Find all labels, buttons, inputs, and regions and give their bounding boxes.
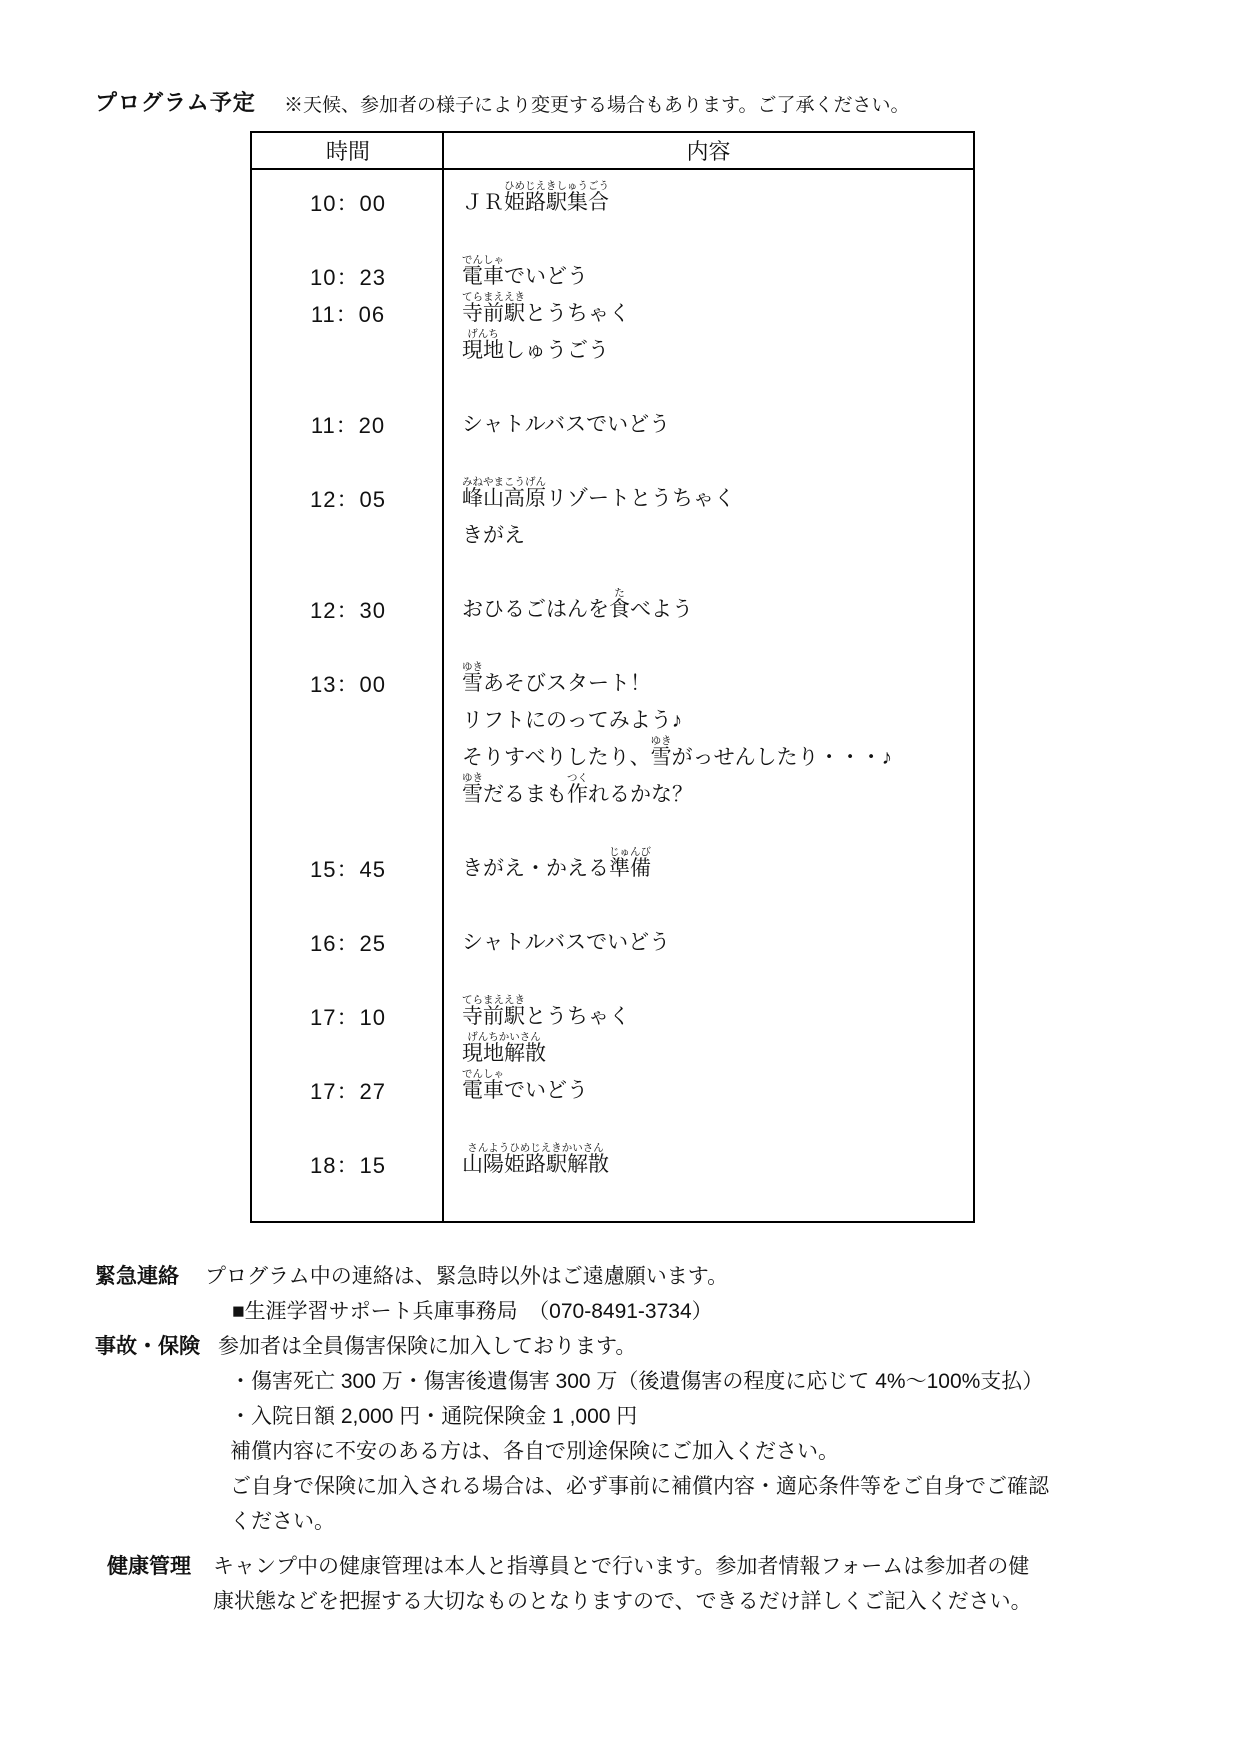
schedule-line — [252, 845, 973, 887]
footer-gap — [0, 1539, 1241, 1549]
time-cell — [252, 1109, 444, 1146]
furigana: ひめじえきしゅうごう — [504, 179, 609, 192]
content-text: ゆき 雪 — [650, 734, 672, 769]
furigana: つく — [567, 771, 588, 784]
schedule-line — [252, 1030, 973, 1072]
content-text: でいどう — [504, 1078, 588, 1102]
page-note: ※天候、参加者の様子により変更する場合もあります。ご了承ください。 — [284, 95, 910, 116]
content-text: そりすべりしたり、 — [462, 745, 651, 769]
content-text: ＪＲ — [462, 190, 504, 214]
content-cell — [444, 327, 973, 369]
time-cell — [252, 628, 444, 665]
footer-line — [0, 1329, 1241, 1364]
content-text: とうちゃく — [525, 1004, 630, 1028]
content-text: とうちゃく — [525, 301, 630, 325]
time-cell: 11：06 — [310, 302, 386, 327]
time-cell — [252, 332, 444, 369]
furigana: てらまええき — [462, 290, 525, 303]
content-cell — [444, 993, 973, 1035]
schedule-blank-line — [252, 1109, 973, 1146]
schedule-line — [252, 290, 973, 332]
content-text: ゆき 雪 — [462, 771, 483, 806]
furigana: でんしゃ — [462, 253, 504, 266]
schedule-line — [252, 660, 973, 702]
schedule-table — [250, 131, 975, 1223]
content-cell — [444, 924, 973, 961]
schedule-blank-line — [252, 554, 973, 591]
content-text: ひめじえきしゅうごう 姫路駅集合 — [504, 179, 609, 214]
section-label: 緊急連絡 — [95, 1264, 179, 1288]
furigana: た — [614, 586, 625, 599]
schedule-blank-line — [252, 443, 973, 480]
time-cell — [252, 813, 444, 850]
footer-line — [0, 1469, 1241, 1504]
footer-text: ■生涯学習サポート兵庫事務局 （070-8491-3734） — [232, 1299, 713, 1323]
schedule-blank-line — [252, 221, 973, 258]
time-cell — [252, 887, 444, 924]
schedule-body — [252, 170, 973, 1183]
schedule-line — [252, 1141, 973, 1183]
content-cell — [444, 221, 973, 258]
footer-line — [0, 1259, 1241, 1294]
content-text: きがえ・かえる — [462, 856, 609, 880]
time-cell: 13：00 — [310, 672, 386, 697]
footer-notes — [0, 1259, 1241, 1619]
content-text: あそびスタート！ — [483, 671, 651, 695]
content-text: てらまええき 寺前駅 — [462, 290, 525, 325]
content-cell — [444, 845, 973, 887]
content-cell — [444, 406, 973, 443]
content-text: でんしゃ 電車 — [462, 1067, 504, 1102]
time-cell — [252, 517, 444, 554]
time-cell: 18：15 — [310, 1153, 386, 1178]
content-cell — [444, 961, 973, 998]
time-cell — [252, 554, 444, 591]
furigana: さんようひめじえきかいさん — [467, 1141, 604, 1154]
time-cell — [252, 702, 444, 739]
footer-text: 補償内容に不安のある方は、各自で別途保険にご加入ください。 — [230, 1439, 839, 1463]
content-cell — [444, 1141, 973, 1183]
furigana: ゆき — [462, 660, 483, 673]
time-cell — [252, 1035, 444, 1072]
content-cell — [444, 517, 973, 554]
content-cell — [444, 253, 973, 295]
content-cell — [444, 1109, 973, 1146]
page-title: プログラム予定 — [95, 90, 256, 115]
content-text: つく 作 — [567, 771, 588, 806]
footer-line — [0, 1434, 1241, 1469]
schedule-blank-line — [252, 961, 973, 998]
schedule-line — [252, 327, 973, 369]
column-divider — [442, 133, 444, 1221]
footer-line — [0, 1294, 1241, 1329]
footer-text: 康状態などを把握する大切なものとなりますので、できるだけ詳しくご記入ください。 — [213, 1589, 1032, 1613]
content-cell — [444, 290, 973, 332]
content-cell — [444, 887, 973, 924]
content-text: リゾートとうちゃく — [546, 486, 735, 510]
furigana: ゆき — [462, 771, 483, 784]
schedule-blank-line — [252, 813, 973, 850]
time-cell: 10：00 — [310, 191, 386, 216]
content-cell — [444, 586, 973, 628]
content-cell — [444, 1030, 973, 1072]
schedule-line — [252, 993, 973, 1035]
schedule-blank-line — [252, 887, 973, 924]
footer-line — [0, 1364, 1241, 1399]
time-cell: 17：10 — [310, 1005, 386, 1030]
content-cell — [444, 628, 973, 665]
schedule-line — [252, 734, 973, 776]
footer-line — [0, 1549, 1241, 1584]
furigana: ゆき — [650, 734, 672, 747]
content-text: てらまええき 寺前駅 — [462, 993, 525, 1028]
time-cell — [252, 776, 444, 813]
content-text: さんようひめじえきかいさん 山陽姫路駅解散 — [462, 1141, 609, 1176]
time-cell: 15：45 — [310, 857, 386, 882]
content-text: でいどう — [504, 264, 588, 288]
time-cell: 12：05 — [310, 487, 386, 512]
content-text: げんち 現地 — [462, 327, 504, 362]
content-text: ゆき 雪 — [462, 660, 483, 695]
content-text: れるかな？ — [588, 782, 693, 806]
furigana: みねやまこうげん — [462, 475, 546, 488]
footer-text: ご自身で保険に加入される場合は、必ず事前に補償内容・適応条件等をご自身でご確認 — [230, 1474, 1049, 1498]
footer-line — [0, 1399, 1241, 1434]
time-cell: 12：30 — [310, 598, 386, 623]
time-cell: 16：25 — [310, 931, 386, 956]
schedule-blank-line — [252, 628, 973, 665]
content-cell — [444, 179, 973, 221]
footer-line — [0, 1584, 1241, 1619]
section-label: 事故・保険 — [95, 1334, 200, 1358]
schedule-header-row — [252, 133, 973, 170]
schedule-line — [252, 517, 973, 554]
time-cell — [252, 443, 444, 480]
footer-text: 参加者は全員傷害保険に加入しております。 — [218, 1334, 637, 1358]
content-cell — [444, 734, 973, 776]
content-text: でんしゃ 電車 — [462, 253, 504, 288]
schedule-line — [252, 702, 973, 739]
content-cell — [444, 475, 973, 517]
footer-text: ください。 — [230, 1509, 335, 1533]
schedule-header-time: 時間 — [325, 139, 370, 164]
time-cell: 10：23 — [310, 265, 386, 290]
furigana: てらまええき — [462, 993, 525, 1006]
content-cell — [444, 1067, 973, 1109]
furigana: げんちかいさん — [467, 1030, 541, 1043]
footer-line — [0, 1504, 1241, 1539]
furigana: じゅんび — [609, 845, 651, 858]
schedule-line — [252, 253, 973, 295]
schedule-header-content: 内容 — [686, 139, 731, 164]
furigana: でんしゃ — [462, 1067, 504, 1080]
content-cell — [444, 771, 973, 813]
time-cell — [252, 221, 444, 258]
schedule-blank-line — [252, 369, 973, 406]
content-text: しゅうごう — [504, 338, 609, 362]
time-cell: 11：20 — [310, 413, 386, 438]
content-text: がっせんしたり・・・♪ — [671, 745, 893, 769]
content-text: おひるごはんを — [462, 597, 609, 621]
footer-text: ・傷害死亡 300 万・傷害後遺傷害 300 万（後遺傷害の程度に応じて 4%～100%支払） — [230, 1369, 1044, 1393]
content-cell — [444, 660, 973, 702]
schedule-line — [252, 924, 973, 961]
schedule-line — [252, 1067, 973, 1109]
content-cell — [444, 369, 973, 406]
content-text: た 食 — [609, 586, 630, 621]
schedule-line — [252, 475, 973, 517]
footer-text: ・入院日額 2,000 円・通院保険金 1 ,000 円 — [230, 1404, 638, 1428]
footer-text: キャンプ中の健康管理は本人と指導員とで行います。参加者情報フォームは参加者の健 — [213, 1554, 1030, 1578]
content-text: シャトルバスでいどう — [462, 412, 671, 436]
schedule-line — [252, 406, 973, 443]
content-text: べよう — [630, 597, 693, 621]
schedule-line — [252, 771, 973, 813]
content-cell — [444, 554, 973, 591]
content-text: じゅんび 準備 — [609, 845, 651, 880]
content-text: シャトルバスでいどう — [462, 930, 671, 954]
time-cell — [252, 961, 444, 998]
furigana: げんち — [467, 327, 499, 340]
section-label: 健康管理 — [107, 1554, 191, 1578]
content-text: きがえ — [462, 523, 525, 547]
content-cell — [444, 702, 973, 739]
time-cell — [252, 739, 444, 776]
content-text: げんちかいさん 現地解散 — [462, 1030, 546, 1065]
footer-text: プログラム中の連絡は、緊急時以外はご遠慮願います。 — [205, 1264, 729, 1288]
content-cell — [444, 813, 973, 850]
content-cell — [444, 443, 973, 480]
schedule-line — [252, 179, 973, 221]
time-cell: 17：27 — [310, 1079, 386, 1104]
content-text: みねやまこうげん 峰山高原 — [462, 475, 546, 510]
time-cell — [252, 369, 444, 406]
content-text: だるまも — [483, 782, 567, 806]
schedule-line — [252, 586, 973, 628]
content-text: リフトにのってみよう♪ — [462, 708, 683, 732]
